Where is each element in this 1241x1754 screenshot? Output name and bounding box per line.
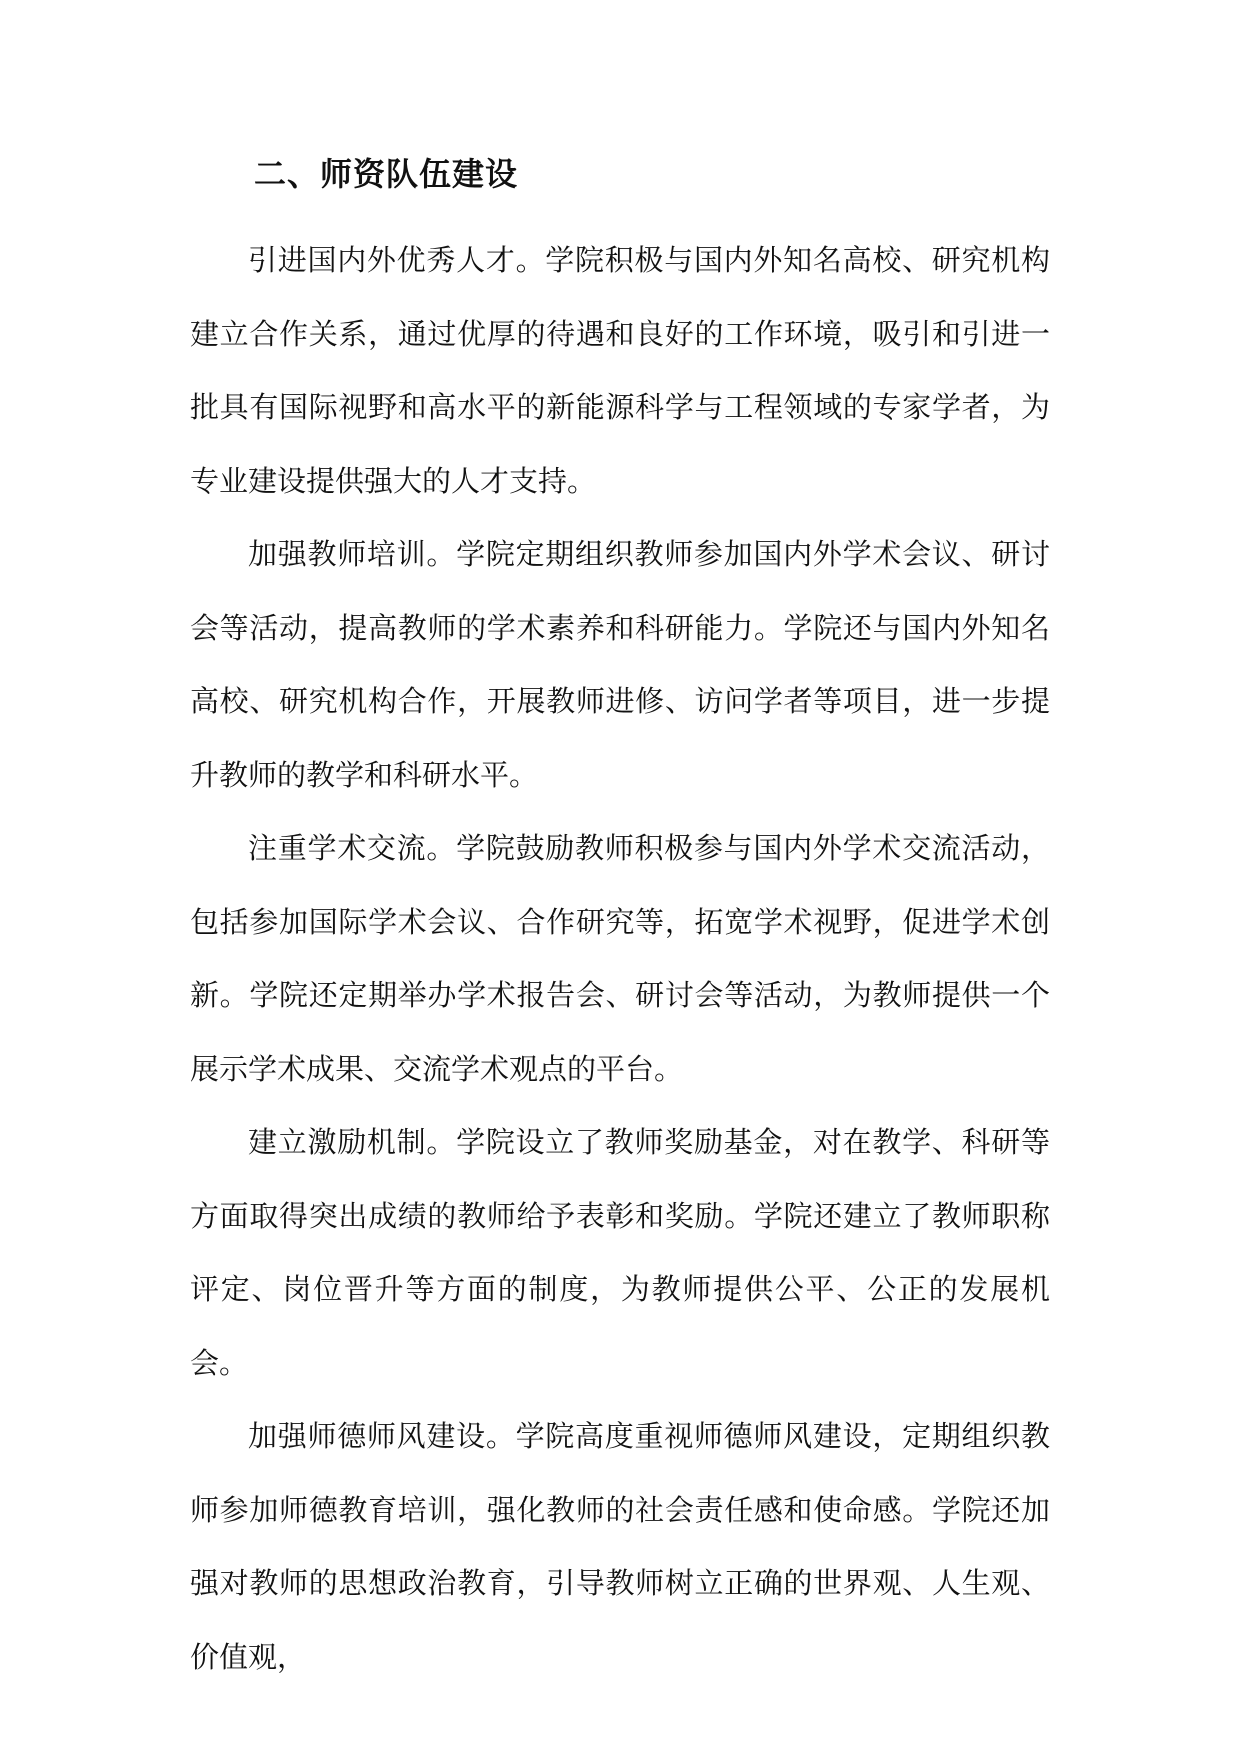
paragraph-teacher-training: 加强教师培训。学院定期组织教师参加国内外学术会议、研讨会等活动，提高教师的学术素养和科研能力。学院还与国内外知名高校、研究机构合作，开展教师进修、访问学者等项目，进一步提升教师的教学和科研水平。 bbox=[190, 537, 1050, 792]
paragraph-academic-exchange: 注重学术交流。学院鼓励教师积极参与国内外学术交流活动，包括参加国际学术会议、合作研究等，拓宽学术视野，促进学术创新。学院还定期举办学术报告会、研讨会等活动，为教师提供一个展示学术成果、交流学术观点的平台。 bbox=[190, 831, 1050, 1086]
section-heading: 二、师资队伍建设 bbox=[254, 155, 519, 193]
paragraph-teacher-ethics: 加强师德师风建设。学院高度重视师德师风建设，定期组织教师参加师德教育培训，强化教师的社会责任感和使命感。学院还加强对教师的思想政治教育，引导教师树立正确的世界观、人生观、价值观， bbox=[190, 1419, 1050, 1674]
paragraph-talent-recruitment: 引进国内外优秀人才。学院积极与国内外知名高校、研究机构建立合作关系，通过优厚的待遇和良好的工作环境，吸引和引进一批具有国际视野和高水平的新能源科学与工程领域的专家学者，为专业建设提供强大的人才支持。 bbox=[190, 243, 1050, 498]
paragraph-incentive-mechanism: 建立激励机制。学院设立了教师奖励基金，对在教学、科研等方面取得突出成绩的教师给予表彰和奖励。学院还建立了教师职称评定、岗位晋升等方面的制度，为教师提供公平、公正的发展机会。 bbox=[190, 1125, 1050, 1380]
body-text bbox=[190, 224, 1050, 1694]
